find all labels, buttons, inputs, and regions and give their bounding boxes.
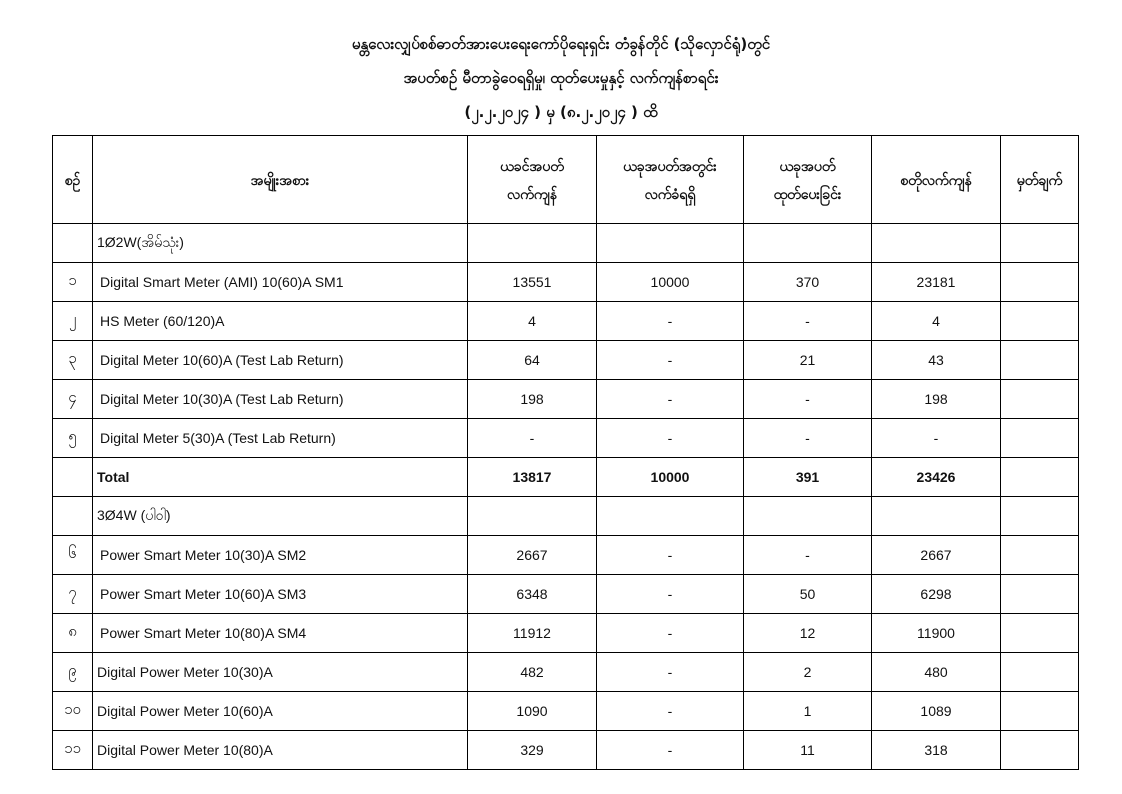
row-received: -: [597, 536, 744, 575]
row-number: ၁: [53, 263, 93, 302]
row-number: [53, 497, 93, 536]
table-header-row: [53, 136, 1079, 224]
row-store-balance: -: [872, 419, 1001, 458]
row-number: ၈: [53, 614, 93, 653]
row-remark: [1001, 458, 1079, 497]
row-type: Total: [93, 458, 468, 497]
col-header-received-line2: လက်ခံရရှိ: [644, 185, 696, 202]
row-type: Power Smart Meter 10(80)A SM4: [93, 614, 468, 653]
table-row: [53, 614, 1079, 653]
col-header-previous-line2: လက်ကျန်: [507, 185, 557, 202]
row-issued: 391: [744, 458, 872, 497]
row-type: Power Smart Meter 10(60)A SM3: [93, 575, 468, 614]
row-received: -: [597, 302, 744, 341]
row-remark: [1001, 614, 1079, 653]
row-type: 3Ø4W (ပါဝါ): [93, 497, 468, 536]
row-type: Power Smart Meter 10(30)A SM2: [93, 536, 468, 575]
row-previous-balance: 13551: [468, 263, 597, 302]
row-number: ၃: [53, 341, 93, 380]
row-received: -: [597, 380, 744, 419]
row-store-balance: 23426: [872, 458, 1001, 497]
row-store-balance: 1089: [872, 692, 1001, 731]
row-store-balance: 318: [872, 731, 1001, 770]
table-row: [53, 419, 1079, 458]
row-issued: 2: [744, 653, 872, 692]
row-store-balance: [872, 224, 1001, 263]
table-row: [53, 575, 1079, 614]
row-number: ၆: [53, 536, 93, 575]
row-remark: [1001, 419, 1079, 458]
row-store-balance: 480: [872, 653, 1001, 692]
row-remark: [1001, 575, 1079, 614]
row-received: 10000: [597, 458, 744, 497]
row-store-balance: [872, 497, 1001, 536]
row-type: Digital Power Meter 10(60)A: [93, 692, 468, 731]
row-issued: [744, 497, 872, 536]
report-subtitle: အပတ်စဉ် မီတာခွဲဝေရရှိမှု၊ ထုတ်ပေးမှုနှင့် လက်ကျန်စာရင်း: [403, 69, 719, 87]
row-store-balance: 43: [872, 341, 1001, 380]
row-remark: [1001, 224, 1079, 263]
row-remark: [1001, 302, 1079, 341]
row-remark: [1001, 380, 1079, 419]
col-header-previous-balance: [468, 136, 597, 224]
row-number: ၉: [53, 653, 93, 692]
row-number: [53, 224, 93, 263]
row-previous-balance: 64: [468, 341, 597, 380]
row-number: ၁၁: [53, 731, 93, 770]
row-previous-balance: 1090: [468, 692, 597, 731]
row-store-balance: 23181: [872, 263, 1001, 302]
col-header-received: [597, 136, 744, 224]
row-number: ၅: [53, 419, 93, 458]
row-received: -: [597, 614, 744, 653]
row-issued: [744, 224, 872, 263]
row-previous-balance: 6348: [468, 575, 597, 614]
row-issued: -: [744, 536, 872, 575]
row-store-balance: 11900: [872, 614, 1001, 653]
table-body: [53, 224, 1079, 770]
row-issued: -: [744, 419, 872, 458]
row-store-balance: 6298: [872, 575, 1001, 614]
table-row: [53, 653, 1079, 692]
row-type: Digital Smart Meter (AMI) 10(60)A SM1: [93, 263, 468, 302]
col-header-store-balance: စတိုလက်ကျန်: [872, 136, 1001, 224]
row-number: [53, 458, 93, 497]
row-remark: [1001, 692, 1079, 731]
row-previous-balance: 11912: [468, 614, 597, 653]
row-issued: 21: [744, 341, 872, 380]
row-issued: 370: [744, 263, 872, 302]
col-header-issued: [744, 136, 872, 224]
row-previous-balance: 2667: [468, 536, 597, 575]
row-issued: 12: [744, 614, 872, 653]
row-remark: [1001, 497, 1079, 536]
row-received: -: [597, 692, 744, 731]
row-received: -: [597, 575, 744, 614]
table-row: [53, 302, 1079, 341]
row-received: -: [597, 341, 744, 380]
row-remark: [1001, 263, 1079, 302]
meter-stock-table: [52, 135, 1079, 770]
row-number: ၄: [53, 380, 93, 419]
report-date-range: (၂.၂.၂၀၂၄ ) မှ (၈.၂.၂၀၂၄ ) ထိ: [464, 103, 658, 121]
table-row: [53, 458, 1079, 497]
table-row: [53, 341, 1079, 380]
row-previous-balance: 13817: [468, 458, 597, 497]
col-header-previous-line1: ယခင်အပတ်: [500, 157, 564, 174]
col-header-no: စဉ်: [53, 136, 93, 224]
row-type: HS Meter (60/120)A: [93, 302, 468, 341]
row-received: -: [597, 653, 744, 692]
row-previous-balance: 482: [468, 653, 597, 692]
row-issued: -: [744, 302, 872, 341]
row-store-balance: 198: [872, 380, 1001, 419]
row-received: -: [597, 419, 744, 458]
row-number: ၂: [53, 302, 93, 341]
row-number: ၇: [53, 575, 93, 614]
row-previous-balance: [468, 224, 597, 263]
report-title: မန္တလေးလျှပ်စစ်ဓာတ်အားပေးရေးကော်ပိုရေးရှင်း တံခွန်တိုင် (သိုလှောင်ရုံ)တွင်: [351, 35, 771, 53]
row-previous-balance: 198: [468, 380, 597, 419]
table-row: [53, 497, 1079, 536]
row-store-balance: 4: [872, 302, 1001, 341]
row-received: 10000: [597, 263, 744, 302]
row-store-balance: 2667: [872, 536, 1001, 575]
row-remark: [1001, 731, 1079, 770]
row-type: Digital Power Meter 10(80)A: [93, 731, 468, 770]
table-row: [53, 692, 1079, 731]
row-previous-balance: 329: [468, 731, 597, 770]
row-remark: [1001, 653, 1079, 692]
row-type: Digital Meter 10(60)A (Test Lab Return): [93, 341, 468, 380]
row-received: -: [597, 731, 744, 770]
row-remark: [1001, 536, 1079, 575]
row-type: Digital Power Meter 10(30)A: [93, 653, 468, 692]
row-issued: -: [744, 380, 872, 419]
col-header-remark: မှတ်ချက်: [1001, 136, 1079, 224]
row-previous-balance: 4: [468, 302, 597, 341]
table-row: [53, 263, 1079, 302]
col-header-issued-line2: ထုတ်ပေးခြင်း: [773, 185, 842, 202]
row-received: [597, 497, 744, 536]
row-type: 1Ø2W(အိမ်သုံး): [93, 224, 468, 263]
row-previous-balance: [468, 497, 597, 536]
row-issued: 1: [744, 692, 872, 731]
col-header-type: အမျိုးအစား: [93, 136, 468, 224]
row-number: ၁၀: [53, 692, 93, 731]
col-header-received-line1: ယခုအပတ်အတွင်း: [623, 157, 717, 174]
row-remark: [1001, 341, 1079, 380]
row-type: Digital Meter 5(30)A (Test Lab Return): [93, 419, 468, 458]
row-issued: 50: [744, 575, 872, 614]
row-type: Digital Meter 10(30)A (Test Lab Return): [93, 380, 468, 419]
row-issued: 11: [744, 731, 872, 770]
col-header-issued-line1: ယခုအပတ်: [779, 157, 836, 174]
table-row: [53, 380, 1079, 419]
table-row: [53, 731, 1079, 770]
row-previous-balance: -: [468, 419, 597, 458]
row-received: [597, 224, 744, 263]
table-row: [53, 224, 1079, 263]
table-row: [53, 536, 1079, 575]
